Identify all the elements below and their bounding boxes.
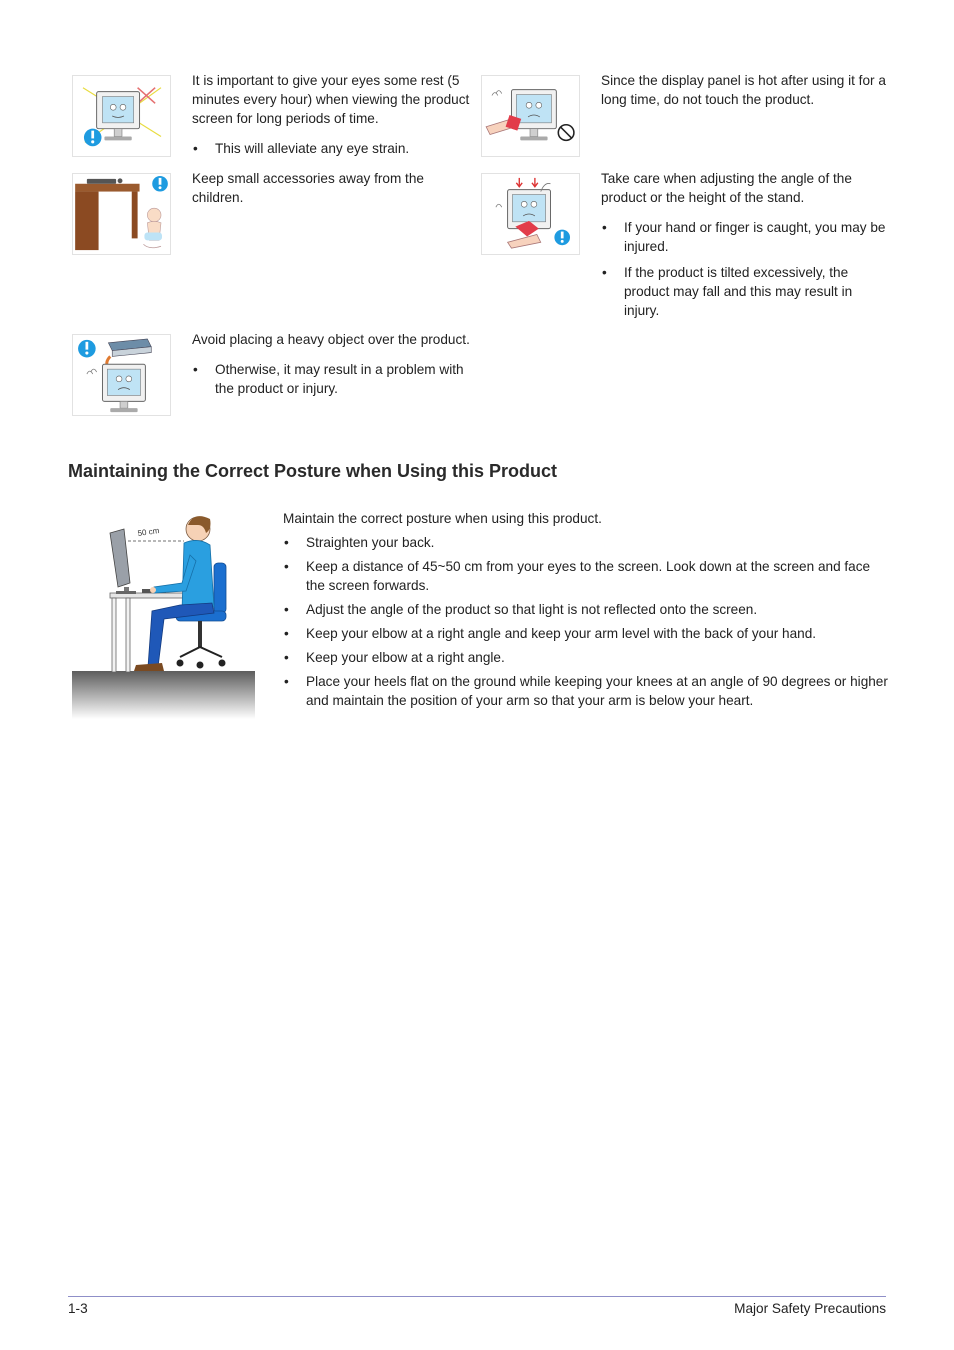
precaution-text: It is important to give your eyes some rest (5 minutes every hour) when viewing the product screen for long periods of time.	[192, 73, 470, 126]
precaution-text: Take care when adjusting the angle of the product or the height of the stand.	[601, 171, 852, 205]
section-heading: Maintaining the Correct Posture when Using this Product	[68, 461, 558, 481]
precaution-bullet: • This will alleviate any eye strain.	[192, 139, 477, 158]
precaution-bullet: • Otherwise, it may result in a problem with the product or injury.	[192, 360, 477, 398]
posture-intro: Maintain the correct posture when using this product.	[283, 511, 602, 526]
precaution-text: Keep small accessories away from the children.	[192, 171, 424, 205]
posture-bullet: • Straighten your back.	[283, 533, 888, 552]
hot-panel-illustration	[481, 75, 580, 157]
precaution-eye-rest	[192, 71, 477, 158]
precaution-bullet: • If your hand or finger is caught, you may be injured.	[601, 218, 886, 256]
precaution-children	[192, 169, 477, 207]
heavy-object-illustration	[72, 334, 171, 416]
posture-bullet: • Keep a distance of 45~50 cm from your eyes to the screen. Look down at the screen and face the screen forwards.	[283, 557, 888, 595]
section-title: Major Safety Precautions	[734, 1301, 886, 1316]
posture-bullet: • Keep your elbow at a right angle and keep your arm level with the back of your hand.	[283, 624, 888, 643]
posture-bullet: • Keep your elbow at a right angle.	[283, 648, 888, 667]
precaution-text: Since the display panel is hot after using it for a long time, do not touch the product.	[601, 73, 886, 107]
precaution-bullet: • If the product is tilted excessively, the product may fall and this may result in injury.	[601, 263, 886, 320]
precaution-heavy-object	[192, 330, 477, 398]
posture-bullet: • Place your heels flat on the ground while keeping your knees at an angle of 90 degrees or higher and maintain the position of your arm so that your arm is below your heart.	[283, 672, 888, 710]
adjust-angle-illustration	[481, 173, 580, 255]
eye-rest-illustration	[72, 75, 171, 157]
footer-rule	[68, 1296, 886, 1297]
page-number: 1-3	[68, 1301, 88, 1316]
children-accessories-illustration	[72, 173, 171, 255]
posture-guidelines	[283, 509, 888, 710]
distance-label: 50 cm	[137, 526, 160, 538]
precaution-hot-panel	[601, 71, 886, 109]
precaution-text: Avoid placing a heavy object over the product.	[192, 332, 470, 347]
precaution-adjust-angle	[601, 169, 886, 320]
posture-illustration	[72, 507, 255, 719]
posture-bullet: • Adjust the angle of the product so that light is not reflected onto the screen.	[283, 600, 888, 619]
